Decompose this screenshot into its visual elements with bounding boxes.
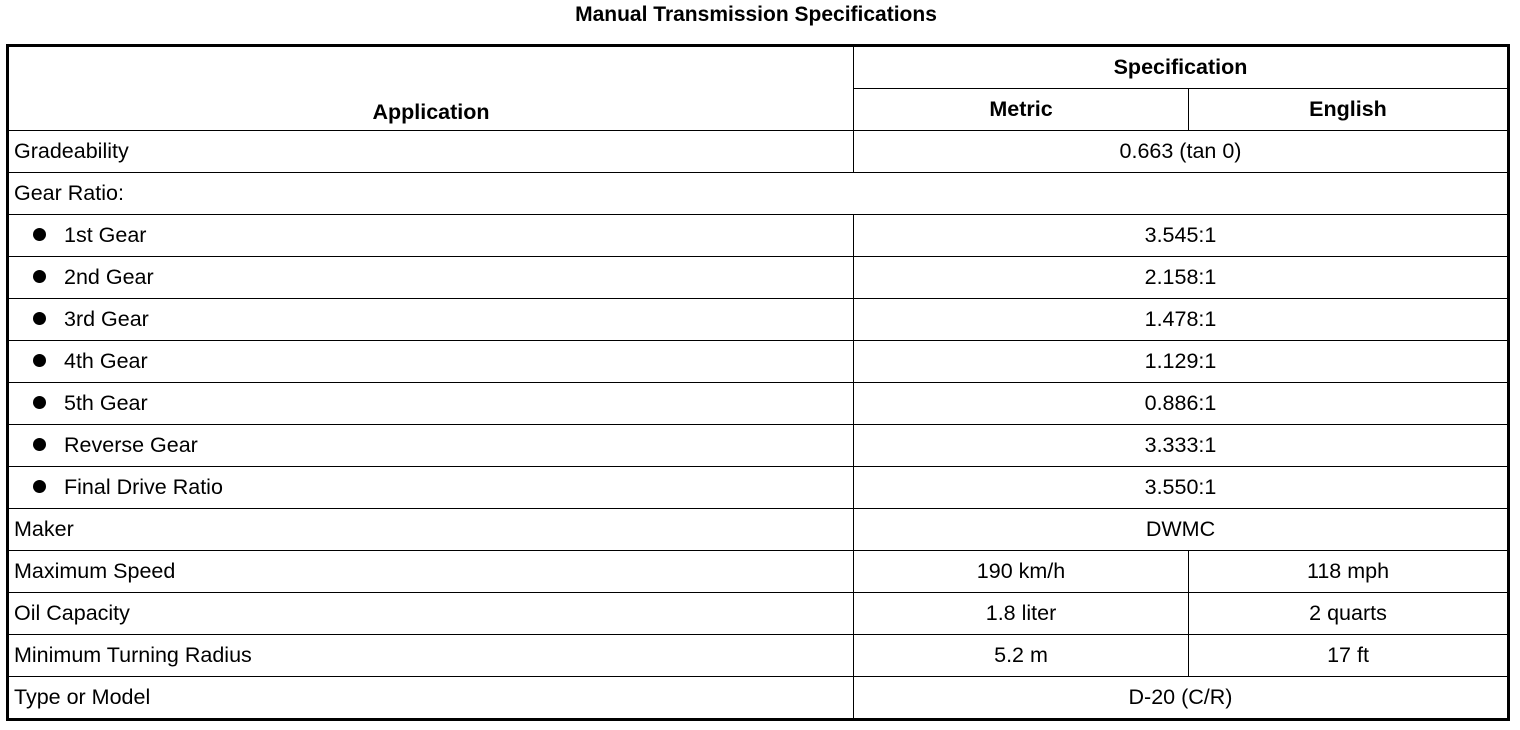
bullet-icon <box>33 354 46 367</box>
row-value-final-drive: 3.550:1 <box>854 467 1509 509</box>
table-row <box>8 383 1509 425</box>
row-label-gear-ratio: Gear Ratio: <box>8 173 1509 215</box>
row-label-cell <box>8 215 854 257</box>
row-label-gear5: 5th Gear <box>64 391 148 415</box>
row-value-gear2: 2.158:1 <box>854 257 1509 299</box>
page-title: Manual Transmission Specifications <box>575 3 937 26</box>
row-label-turning-radius: Minimum Turning Radius <box>8 635 854 677</box>
bullet-icon <box>33 438 46 451</box>
row-value-gradeability: 0.663 (tan 0) <box>854 131 1509 173</box>
row-value-type-model: D-20 (C/R) <box>854 677 1509 720</box>
table-row <box>8 257 1509 299</box>
row-metric-max-speed: 190 km/h <box>854 551 1189 593</box>
row-label-gradeability: Gradeability <box>8 131 854 173</box>
row-value-gear1: 3.545:1 <box>854 215 1509 257</box>
row-english-oil-capacity: 2 quarts <box>1189 593 1509 635</box>
table-row <box>8 509 1509 551</box>
row-value-reverse: 3.333:1 <box>854 425 1509 467</box>
table-header-row <box>8 46 1509 89</box>
row-english-turning-radius: 17 ft <box>1189 635 1509 677</box>
table-row <box>8 131 1509 173</box>
row-label-cell <box>8 341 854 383</box>
table-row <box>8 425 1509 467</box>
bullet-icon <box>33 480 46 493</box>
row-label-max-speed: Maximum Speed <box>8 551 854 593</box>
table-row <box>8 677 1509 720</box>
row-value-gear5: 0.886:1 <box>854 383 1509 425</box>
row-metric-turning-radius: 5.2 m <box>854 635 1189 677</box>
row-value-gear3: 1.478:1 <box>854 299 1509 341</box>
row-label-cell <box>8 383 854 425</box>
row-label-oil-capacity: Oil Capacity <box>8 593 854 635</box>
bullet-icon <box>33 312 46 325</box>
table-row <box>8 551 1509 593</box>
row-english-max-speed: 118 mph <box>1189 551 1509 593</box>
row-label-gear4: 4th Gear <box>64 349 148 373</box>
row-label-gear3: 3rd Gear <box>64 307 149 331</box>
bullet-icon <box>33 396 46 409</box>
row-label-type-model: Type or Model <box>8 677 854 720</box>
row-label-final-drive: Final Drive Ratio <box>64 475 223 499</box>
row-metric-oil-capacity: 1.8 liter <box>854 593 1189 635</box>
row-label-cell <box>8 257 854 299</box>
metric-header: Metric <box>854 89 1189 131</box>
row-label-reverse: Reverse Gear <box>64 433 198 457</box>
table-row <box>8 215 1509 257</box>
english-header: English <box>1189 89 1509 131</box>
table-row <box>8 635 1509 677</box>
table-row <box>8 299 1509 341</box>
row-label-maker: Maker <box>8 509 854 551</box>
application-header: Application <box>8 46 854 131</box>
bullet-icon <box>33 270 46 283</box>
row-label-cell <box>8 299 854 341</box>
row-label-gear2: 2nd Gear <box>64 265 154 289</box>
table-row <box>8 173 1509 215</box>
table-row <box>8 467 1509 509</box>
table-row <box>8 593 1509 635</box>
specification-header: Specification <box>854 46 1509 89</box>
row-label-cell <box>8 425 854 467</box>
table-row <box>8 341 1509 383</box>
row-label-cell <box>8 467 854 509</box>
row-value-maker: DWMC <box>854 509 1509 551</box>
bullet-icon <box>33 228 46 241</box>
row-label-gear1: 1st Gear <box>64 223 147 247</box>
spec-table <box>6 44 1510 721</box>
row-value-gear4: 1.129:1 <box>854 341 1509 383</box>
